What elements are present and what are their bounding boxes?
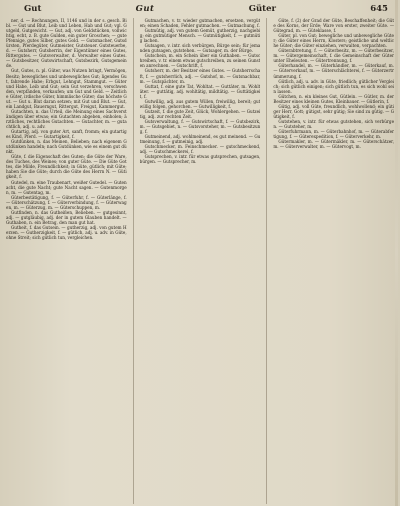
entry-paragraph: Güte, f. die Eigenschaft des Guten; die Güte der Ware, des Tuches, des Weines; von guter Güte. — Die Güte Gottes, die Milde, Freundlichkeit; in Güte, gütlich; mit Güte; haben Sie die Güte; durch die Güte des Herrn N. — Gütigkeit, f. [6, 154, 127, 180]
entry-paragraph: Güte, f. (2) der Grad der Güte, Beschaffenheit; die Güte des Korns, der Erde; Ware von erster, zweiter Güte. — Gütegrad, m. — Güteklasse, f. [273, 18, 394, 34]
entry-paragraph: Gutachten, n. das Urteil, die Meinung eines Sachverständigen über etwas; ein Gutachten abgeben, einholen; ärztliches, rechtliches Gutachten. — Gutachter, m. — gutachtlich, adj. u. adv. [6, 108, 127, 129]
column-right [273, 18, 394, 504]
entry-paragraph: Gütig, adj. voll Güte, freundlich, wohlwollend; ein gütiger Herr, Gott; gütigst, sehr gütig; Sie sind zu gütig. — Gütigkeit, f. [273, 103, 394, 119]
entry-paragraph: Güterbestätigung, f. — Güterfuhr, f. — Güterlänge, f. — Güterschätzung, f. — Güterverbindung, f. — Güterwagen, m. — Güterzug, m. — Güterschuppen, m. [6, 194, 127, 210]
entry-paragraph: Gutmachen, v. tr. wieder gutmachen, ersetzen, vergüten; einen Schaden, Fehler gutmachen. — Gutmachung, f. [139, 18, 261, 29]
entry-paragraph: Gutsverwaltung, f. — Gutswirtschaft, f. — Gutsbezirk, m. — Gutsgebiet, n. — Gutsvorsteher, m. — Gutsbesitzung, f. [139, 118, 261, 135]
column-divider [133, 18, 134, 504]
scan-edge [395, 0, 398, 506]
entry-paragraph: Güterhandel, m. — Güterhändler, m. — Güterkauf, m. — Güterverkauf, m. — Güterschlächterei, f. — Güterzertrümmerung, f. [273, 63, 394, 79]
entry-paragraph: Güter, pl. von Gut; bewegliche und unbewegliche Güter; die Güter eines Herrn, Klosters; geistliche und weltliche Güter; die Güter einziehen, verwalten, verpachten. [273, 33, 394, 49]
column-left [6, 18, 127, 504]
header-right-word: Güter [248, 4, 276, 14]
header-middle-word: Gut [135, 4, 155, 14]
entry-paragraph: Gutsherr, m. der Besitzer eines Gutes. — Gutsherrschaft, f. — gutsherrlich, adj. — Gutshof, m. — Gutsnachbar, m. — Gutspächter, m. [139, 68, 261, 84]
entry-paragraph: ner, d. — Rechnungen, II, 1146 und in der s. gesch. Bibl. — Gut und Blut, Leib und Leben, Hab und Gut; vgl. Gutgeld, Gutgewicht. — Gut, adj. von Geldstücken, vollwichtig, echt, z. B. gute Gulden, ein guter Groschen; — gute Pfennige, gutes Silber, gutes Gold. — Gutsmacher, Gutsdürsten, Pferdegüter, Gutmeister, Gutsteuer. Gutsteuerbe, d. — Gutsherr, Gutsherrin, der Eigentümer eines Gutes, Rittergutes. — Gutsverwalter, d. Verwalter eines Gutes. — Gutsbesitzer, Gutswirtschaft, Gutsbezirk, Gutsgemeinde. [6, 18, 127, 69]
entry-paragraph: Gutheit, f. das Gutsein. — gutherzig, adj. von gutem Herzen. — Gutherzigkeit, f. — gütlich, adj. u. adv. in Güte, ohne Streit; sich gütlich tun, vergleichen. [6, 224, 127, 241]
entry-paragraph: Gutschmecker, m. Feinschmecker. — gutschmeckend, adj. — Gutschmeckerei, f. [139, 144, 261, 155]
entry-paragraph: Gutedel, m. eine Traubenart, weißer Gutedel. — Gutenacht, die gute Nacht; gute Nacht sagen. — Gutenmorgen, m. — Gutentag, m. [6, 179, 127, 195]
entry-paragraph: Gütermakler, m. — Gütermäkler, m. — Güterschätzer, m. — Güterverwalter, m. — Gütervogt, m. [273, 139, 394, 150]
entry-paragraph: Gutsagen, v. intr. sich verbürgen, Bürge sein; für jemanden gutsagen, gutstehen. — Gutsager, m. der Bürge. [139, 43, 261, 54]
entry-paragraph: Gütchen, n. ein kleines Gut, Gütlein. — Gütler, m. der Besitzer eines kleinen Gutes, Kleinbauer. — Gütlerin, f. [273, 93, 394, 104]
page-number: 645 [370, 4, 388, 14]
entry-paragraph: Gutmeinend, adj. wohlmeinend, es gut meinend. — Gutmeinung, f. — gutmeinig, adj. [139, 134, 261, 145]
entry-paragraph: Gutstehen, v. intr. für etwas gutstehen, sich verbürgen. — Gutsteher, m. [273, 118, 394, 129]
entry-paragraph: Gütlich, adj. u. adv. in Güte, friedlich; gütlicher Vergleich; sich gütlich einigen; sich gütlich tun, es sich wohl sein lassen. [273, 78, 394, 94]
entry-paragraph: Gutzeit, f. die gute Zeit, Glück, Wohlergehen. — Gutzeitig, adj. zur rechten Zeit. [139, 108, 261, 119]
entry-paragraph: Gutmütig, adj. von gutem Gemüt, gutherzig, nachgiebig; ein gutmütiger Mensch. — Gutmütigkeit, f. — gutmütig lachen. [139, 28, 261, 44]
page-header [6, 4, 394, 15]
entry-paragraph: Güterabtretung, f. — Güterbesitz, m. — Güterbesitzer, m. — Gütergemeinschaft, f. die Gemeinschaft der Güter unter Eheleuten. — Gütertrennung, f. [273, 48, 394, 64]
entry-paragraph: Güterfuhrmann, m. — Güterbahnhof, m. — Güterabfertigung, f. — Güterexpedition, f. — Güterverkehr, m. [273, 129, 394, 140]
entry-paragraph: Gutfinden, n. das Gutheißen, Belieben. — gutgesinnt, adj. — gutgläubig, adj. der in gutem Glauben handelt. — Guthaben, n. ein Betrag, den man gut hat. [6, 209, 127, 225]
header-left-word: Gut [24, 4, 42, 14]
entry-paragraph: Gutwillig, adj. aus gutem Willen, freiwillig, bereit; gutwillig folgen, gehorchen. — Gutwilligkeit, f. [139, 98, 261, 109]
entry-paragraph: Gutartig, adj. von guter Art, sanft, fromm; ein gutartiges Kind, Pferd. — Gutartigkeit, f. [6, 129, 127, 140]
entry-paragraph: Gutsprechen, v. intr. für etwas gutsprechen, gutsagen, bürgen. — Gutsprecher, m. [139, 154, 261, 165]
column-divider [266, 18, 267, 504]
entry-paragraph: Guttat, f. eine gute Tat, Wohltat. — Guttäter, m. Wohltäter. — guttätig, adj. wohltätig, mildtätig. — Guttätigkeit, f. [139, 83, 261, 99]
column-middle [140, 18, 261, 504]
entry-paragraph: Gutschein, m. ein Schein über ein Guthaben. — Gutschreiben, v. tr. einem etwas gutschreiben, zu seinen Gunsten anrechnen. — Gutschrift, f. [139, 53, 261, 69]
entry-paragraph: Gut, Gutes, n. pl. Güter, was Nutzen bringt, Vermögen, Besitz; bewegliches und unbewegliches Gut; ligendes Gut, fahrende Habe; Erbgut, Lehngut, Stammgut. — Güter und Habe, Leib und Gut; sein Gut verzehren, verschwenden, verpfänden, verkaufen; um Gut und Geld. — Zeitliche Güter, irdische Güter, himmlische Güter; das höchste Gut. — Gut u. Blut daran setzen; mit Gut und Blut. — Gut, ein Landgut, Bauerngut, Rittergut, Freigut, Kammergut. [6, 68, 127, 109]
entry-paragraph: Gutdünken, n. das Meinen, Belieben; nach eigenem Gutdünken handeln; nach Gutdünken, wie es einem gut dünkt. [6, 139, 127, 155]
text-columns [6, 18, 394, 504]
